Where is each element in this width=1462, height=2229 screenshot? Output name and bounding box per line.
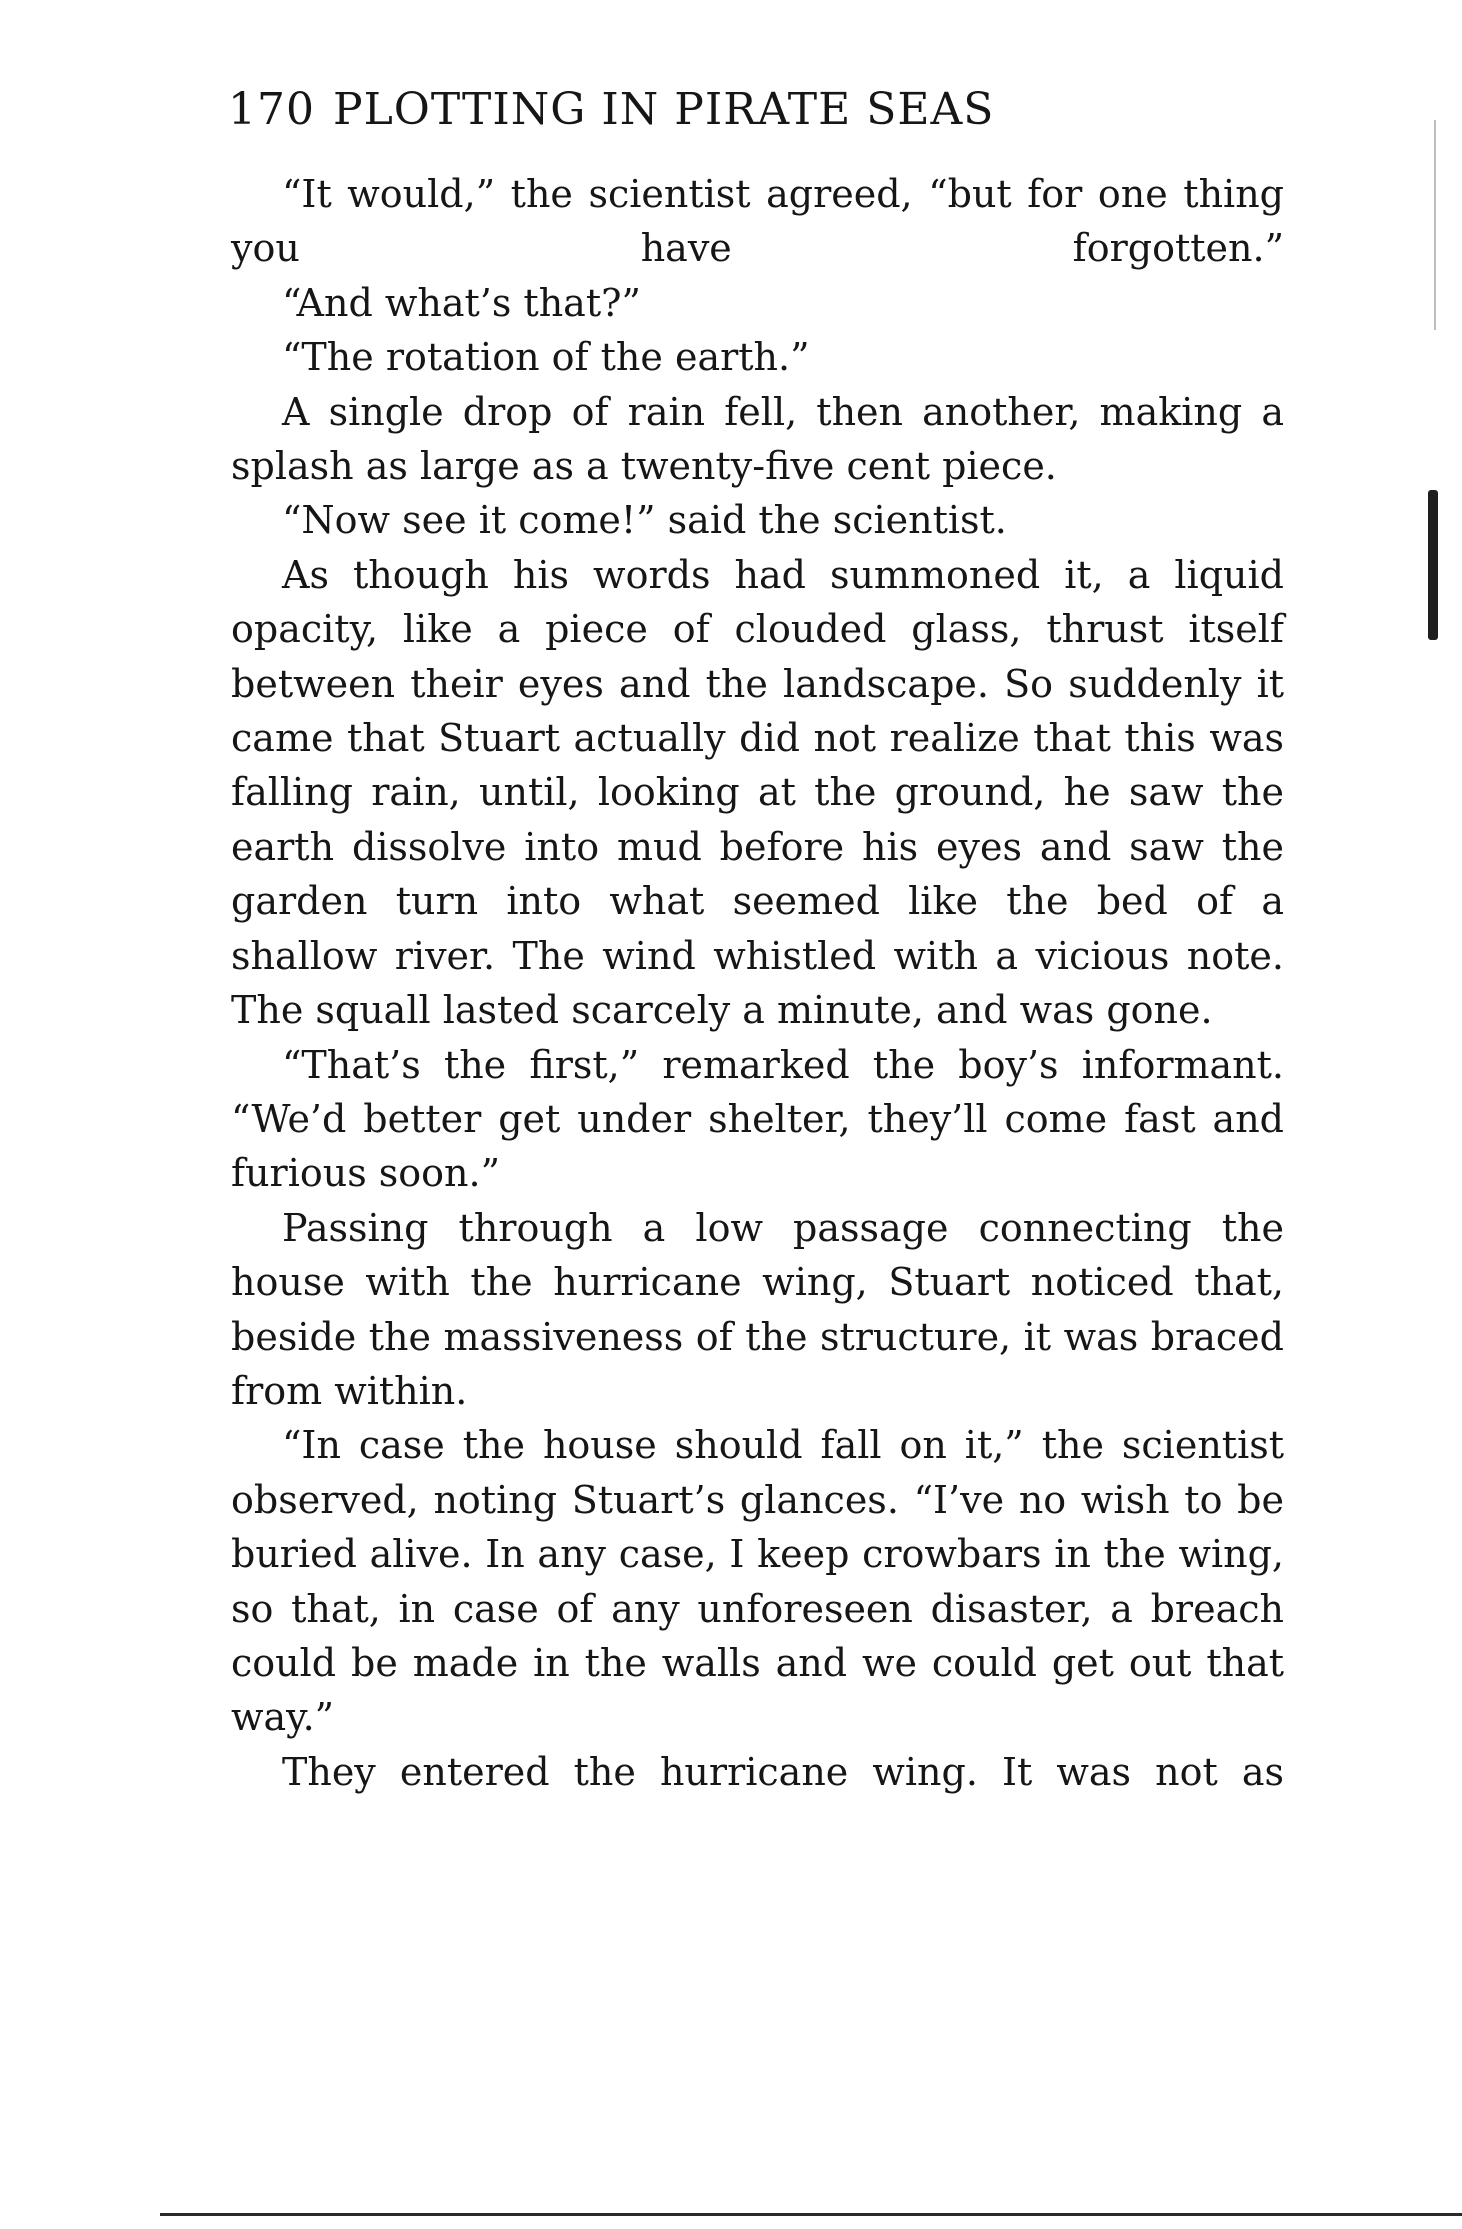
paragraph: They entered the hurricane wing. It was not as bbox=[282, 1749, 1284, 1794]
paragraph: “Now see it come!” said the scientist. bbox=[282, 498, 1007, 543]
running-title: PLOTTING IN PIRATE SEAS bbox=[332, 84, 995, 135]
page-bottom-edge bbox=[160, 2213, 1462, 2216]
scan-edge-line bbox=[1434, 120, 1436, 330]
paragraph: “And what’s that?” bbox=[282, 280, 641, 325]
paragraph: A single drop of rain fell, then another, making a splash as large as a twenty-five cent piece. bbox=[231, 389, 1284, 489]
paragraph: “That’s the first,” remarked the boy’s informant. “We’d better get under shelter, they’ll come fast and furious soon.” bbox=[231, 1042, 1284, 1196]
body-text bbox=[231, 167, 1284, 1799]
scan-edge-mark bbox=[1428, 490, 1438, 640]
paragraph: As though his words had summoned it, a liquid opacity, like a piece of clouded glass, thrust itself between their eyes and the landscape. So suddenly it came that Stuart actually did not realize that this was falling rain, until, looking at the ground, he saw the earth dissolve into mud before his eyes and saw the garden turn into what seemed like the bed of a shallow river. The wind whistled with a vicious note. The squall lasted scarcely a minute, and was gone. bbox=[231, 552, 1284, 1033]
page-number: 170 bbox=[228, 84, 315, 135]
paragraph: “It would,” the scientist agreed, “but for one thing you have forgotten.” bbox=[231, 172, 1284, 271]
paragraph: “The rotation of the earth.” bbox=[282, 335, 810, 380]
running-header bbox=[228, 80, 1288, 140]
paragraph: “In case the house should fall on it,” the scientist observed, noting Stuart’s glances. “I’ve no wish to be buried alive. In any case, I keep crowbars in the wing, so that, in case of any unforeseen disaster, a breach could be made in the walls and we could get out that way.” bbox=[231, 1423, 1284, 1740]
paragraph: Passing through a low passage connecting the house with the hurricane wing, Stuart noticed that, beside the massiveness of the structure, it was braced from within. bbox=[231, 1205, 1284, 1413]
